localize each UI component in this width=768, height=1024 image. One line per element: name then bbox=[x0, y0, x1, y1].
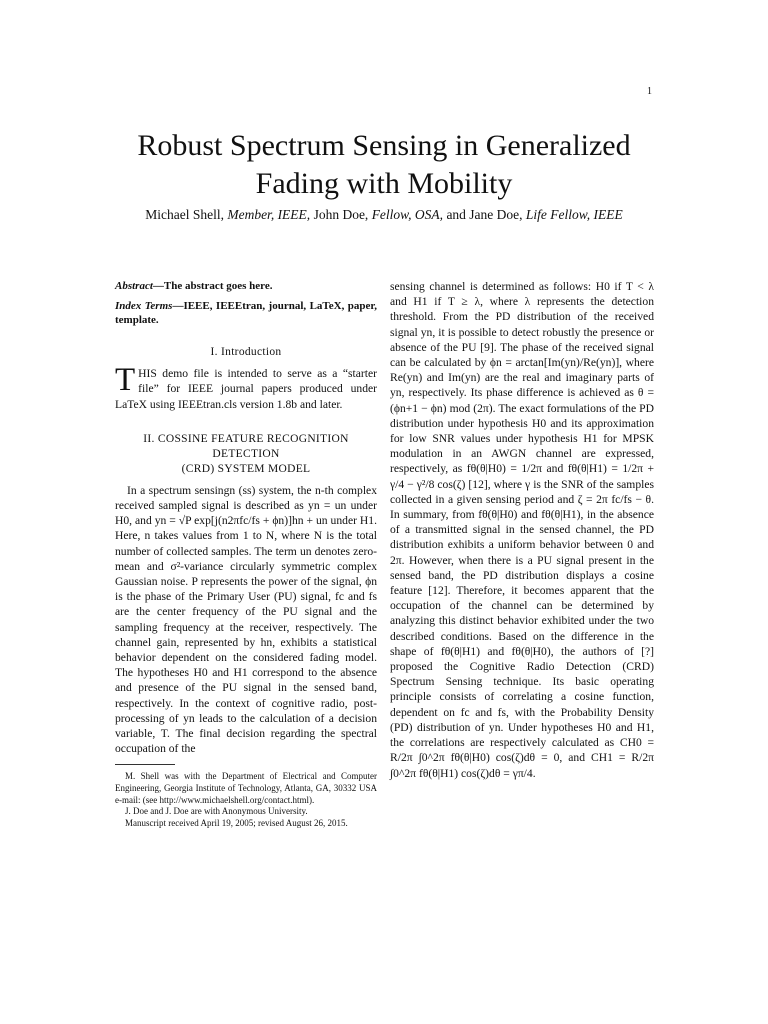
title-line-1: Robust Spectrum Sensing in Generalized bbox=[137, 129, 631, 162]
section-1-heading: I. Introduction bbox=[210, 346, 282, 358]
author-3-role: Life Fellow, IEEE bbox=[525, 207, 623, 222]
footnotes bbox=[115, 771, 377, 829]
section-2-heading bbox=[115, 432, 377, 477]
abstract-label: Abstract bbox=[115, 280, 153, 292]
author-1-role: Member, IEEE, bbox=[227, 207, 311, 222]
paper-title bbox=[0, 127, 768, 203]
index-terms-label: Index Terms bbox=[115, 300, 173, 312]
footnote-2: J. Doe and J. Doe are with Anonymous University. bbox=[125, 806, 308, 817]
right-column bbox=[390, 279, 654, 781]
author-line bbox=[0, 207, 768, 223]
section-2-heading-line-1: II. COSSINE FEATURE RECOGNITION DETECTION bbox=[143, 432, 349, 460]
title-line-2: Fading with Mobility bbox=[255, 167, 513, 200]
author-2-name: John Doe, bbox=[313, 207, 369, 222]
author-2-role: Fellow, OSA, bbox=[371, 207, 444, 222]
footnote-3: Manuscript received April 19, 2005; revised August 26, 2015. bbox=[125, 817, 348, 828]
section-1-paragraph bbox=[115, 362, 377, 412]
index-terms bbox=[115, 299, 377, 327]
index-terms-text: —IEEE, IEEEtran, journal, LaTeX, paper, template. bbox=[115, 300, 377, 326]
left-column bbox=[115, 279, 377, 829]
page-number: 1 bbox=[647, 86, 652, 97]
author-3-name: and Jane Doe, bbox=[446, 207, 523, 222]
abstract bbox=[115, 279, 377, 293]
dropcap: T bbox=[115, 362, 136, 399]
footnote-rule bbox=[115, 764, 175, 765]
section-2-heading-line-2: (CRD) SYSTEM MODEL bbox=[181, 462, 311, 475]
right-column-paragraph: sensing channel is determined as follows: H0 if T < λ and H1 if T ≥ λ, where λ represents the detection threshold. From the PD distribution of the received signal yn, it is possible to detect robustly the presence or absence of the PU [9]. The phase of the received signal can be calculated by ϕn = arctan[Im(yn)/Re(yn)], where Re(yn) and Im(yn) are the real and imaginary parts of yn, respectively. Its phase difference is achieved as θ = (ϕn+1 − ϕn) mod (2π). The exact formulations of the PD distribution under hypothesis H0 and its approximation for low SNR values under hypothesis H1 for MPSK modulation in an AWGN channel are expressed, respectively, as fθ(θ|H0) = 1/2π and fθ(θ|H1) = 1/2π + γ/4 − γ²/8 cos(ζ) [12], where γ is the SNR of the samples collected in a given sensing period and ζ = 2π fc/fs − θ. In summary, from fθ(θ|H0) and fθ(θ|H1), in the absence of a transmitted signal in the sensed channel, the PD distribution exhibits a uniform behavior between 0 and 2π. However, when there is a PU signal present in the sensed band, the PD distribution displays a cosine feature [12]. Therefore, it becomes apparent that the occupation of the channel can be determined by analyzing this distinct behavior exhibited under the two described conditions. Based on the difference in the shape of fθ(θ|H1) and fθ(θ|H0), the authors of [?] proposed the Cognitive Radio Detection (CRD) Spectrum Sensing technique. Its basic operating principle consists of correlating a cosine function, dependent on fc and fs, with the Probability Density (PD) distribution of yn. Under hypotheses H0 and H1, the correlations are respectively calculated as CH0 = R/2π ∫0^2π fθ(θ|H0) cos(ζ)dθ = 0, and CH1 = R/2π ∫0^2π fθ(θ|H1) cos(ζ)dθ = γπ/4. bbox=[390, 280, 654, 780]
section-2-paragraph: In a spectrum sensingn (ss) system, the n-th complex received sampled signal is described as yn = un under H0, and yn = √P exp[j(n2πfc/fs + ϕn)]hn + un under H1. Here, n takes values from 1 to N, where N is the total number of collected samples. The term un denotes zero-mean and σ²-variance circularly symmetric complex Gaussian noise. P represents the power of the signal, ϕn is the phase of the Primary User (PU) signal, fc and fs are the center frequency of the PU signal and the sampling frequency at the receiver, respectively. The channel gain, represented by hn, exhibits a statistical behavior dependent on the considered fading model. The hypotheses H0 and H1 correspond to the absence and presence of the PU signal in the sensed band, respectively. In the context of cognitive radio, post-processing of yn leads to the calculation of a decision variable, T. The final decision regarding the spectral occupation of the bbox=[115, 483, 377, 756]
author-1-name: Michael Shell, bbox=[145, 207, 224, 222]
section-1-text: HIS demo file is intended to serve as a “starter file” for IEEE journal papers produced under LaTeX using IEEEtran.cls version 1.8b and later. bbox=[115, 367, 377, 411]
abstract-text: —The abstract goes here. bbox=[152, 280, 273, 292]
footnote-1: M. Shell was with the Department of Electrical and Computer Engineering, Georgia Institute of Technology, Atlanta, GA, 30332 USA e-mail: (see http://www.michaelshell.org/contact.html). bbox=[115, 771, 377, 805]
